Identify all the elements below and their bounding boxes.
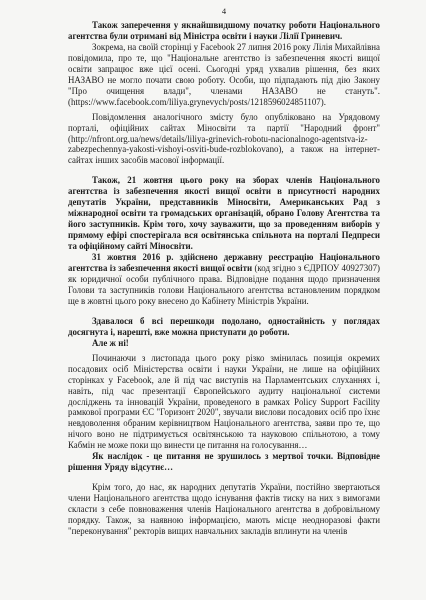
paragraph-8: Починаючи з листопада цього року різко змінилась позиція окремих посадових осіб Міністерства освіти і науки України, не лише на офіційних сторінках у Facebook, але й під час виступів на Парламентських слуханнях і, навіть, під час презентації Європейського аудиту національної системи досліджень та інновацій України, проведеного в рамках Policy Support Facility рамкової програми ЄС "Горизонт 2020", звучали вислови посадових осіб про їхнє невдоволення обраним керівництвом Національного агентства, заяви про те, що нічого воно не підтримується освітянською та науковою спільнотою, а тому Кабмін не може поки що винести це питання на голосування… — [68, 352, 380, 451]
paragraph-5-rest: (код згідно з ЄДРПОУ 40927307) як юридичної особи публічного права. Відповідне подання щодо призначення Голови та заступників голови Національного агентства встановленим порядком ще в жовтні цього року внесено до Кабінету Міністрів України. — [68, 263, 380, 306]
paragraph-2: Зокрема, на своїй сторінці у Facebook 27 липня 2016 року Лілія Михайлівна повідомила, про те, що "Національне агентство із забезпечення якості вищої освіти запрацює вже цієї осені. Сьогодні уряд ухвалив рішення, без яких НАЗАВО не могло почати свою роботу. Особи, що підпадають під дію Закону "Про очищення влади", членами НАЗАВО не стануть". (https://www.facebook.com/liliya.grynevych/posts/1218596024851107). — [68, 41, 380, 107]
paragraph-6: Здавалося б всі перешкоди подолано, одностайність у поглядах досягнута і, нарешті, вже можна приступати до роботи. — [68, 315, 380, 337]
paragraph-3: Повідомлення аналогічного змісту було опубліковано на Урядовому порталі, офіційних сайтах Міносвіти та партії "Народний фронт" (http://nfront.org.ua/news/details/liliya-grinevich-robotu-nacionalnogo-agentstva-iz-zabezpechennya-yakosti-vishoyi-osviti-bude-rozblokovano), а також на інтернет-сайтах інших засобів масової інформації. — [68, 111, 380, 166]
paragraph-5 — [68, 252, 380, 307]
paragraph-9: Як наслідок - це питання не зрушилось з мертвої точки. Відповідне рішення Уряду відсутнє… — [68, 451, 380, 473]
paragraph-5-lead: 31 жовтня 2016 р. здійснено державну реєстрацію Національного агентства із забезпечення якості вищої освіти — [68, 252, 380, 274]
paragraph-1: Також заперечення у якнайшвидшому початку роботи Національного агентства були отримані від Міністра освіти і науки Лілії Гриневич. — [68, 20, 380, 41]
page-number: 4 — [221, 6, 227, 16]
paragraph-4: Також, 21 жовтня цього року на зборах членів Національного агентства із забезпечення якості вищої освіти в присутності народних депутатів України, представників Міносвіти, Американських Рад з міжнародної освіти та громадських організацій, обрано Голову Агентства та його заступників. Крім того, хочу зауважити, що за проведенням виборів у прямому ефірі спостерігала вся освітянська спільнота на порталі Педпреси та офіційному сайті Міносвіти. — [68, 175, 380, 252]
paragraph-10: Крім того, до нас, як народних депутатів України, постійно звертаються члени Національного агентства щодо існування фактів тиску на них з вимогами скласти з себе повноваження членів Національного агентства в добровільному порядку. Також, за наявною інформацією, мають місце неодноразові факти "переконування" ректорів вищих навчальних закладів вплинути на членів — [68, 482, 380, 536]
paragraph-7: Але ж ні! — [92, 337, 129, 348]
